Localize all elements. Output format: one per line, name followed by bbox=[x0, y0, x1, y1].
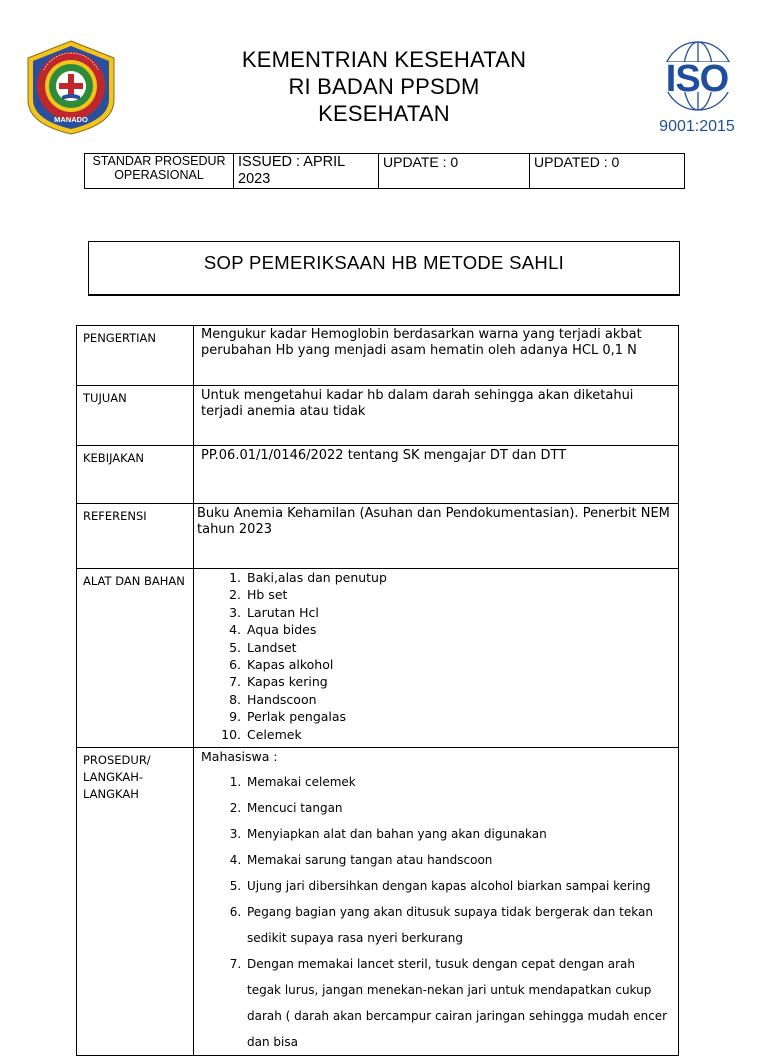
prosedur-steps bbox=[201, 769, 672, 1055]
list-item: 10. Celemek bbox=[245, 726, 672, 743]
alat-list bbox=[201, 569, 672, 743]
sop-title: SOP PEMERIKSAAN HB METODE SAHLI bbox=[203, 252, 565, 273]
header-title bbox=[214, 46, 554, 127]
list-item: 3. Menyiapkan alat dan bahan yang akan digunakan bbox=[245, 821, 672, 847]
updated-cell: UPDATED : 0 bbox=[530, 154, 685, 189]
list-item: 8. Handscoon bbox=[245, 691, 672, 708]
iso-standard: 9001:2015 bbox=[659, 118, 735, 135]
update-cell: UPDATE : 0 bbox=[379, 154, 530, 189]
list-item: 7. Dengan memakai lancet steril, tusuk dengan cepat dengan arah tegak lurus, jangan menekan-nekan jari untuk mendapatkan cukup darah ( darah akan bercampur cairan jaringan sehingga mudah encer dan bisa bbox=[245, 951, 672, 1055]
list-item: 4. Aqua bides bbox=[245, 621, 672, 638]
sop-main-table bbox=[76, 325, 679, 1056]
pengertian-value: Mengukur kadar Hemoglobin berdasarkan warna yang terjadi akbat perubahan Hb yang menjadi asam hematin oleh adanya HCL 0,1 N bbox=[194, 326, 679, 386]
header-line-2: RI BADAN PPSDM bbox=[288, 74, 480, 99]
list-item: 7. Kapas kering bbox=[245, 673, 672, 690]
list-item: 2. Mencuci tangan bbox=[245, 795, 672, 821]
referensi-label: REFERENSI bbox=[77, 504, 194, 569]
tujuan-label: TUJUAN bbox=[77, 386, 194, 446]
list-item: 5. Landset bbox=[245, 639, 672, 656]
list-item: 1. Baki,alas dan penutup bbox=[245, 569, 672, 586]
institution-logo bbox=[22, 38, 120, 136]
list-item: 2. Hb set bbox=[245, 586, 672, 603]
kebijakan-value: PP.06.01/1/0146/2022 tentang SK mengajar DT dan DTT bbox=[194, 446, 679, 504]
pengertian-label: PENGERTIAN bbox=[77, 326, 194, 386]
sop-type-line-2: OPERASIONAL bbox=[114, 168, 204, 182]
alat-value bbox=[194, 569, 679, 748]
sop-meta-table bbox=[84, 153, 685, 189]
prosedur-label: PROSEDUR/ LANGKAH-LANGKAH bbox=[77, 748, 194, 1056]
table-row bbox=[77, 748, 679, 1056]
list-item: 3. Larutan Hcl bbox=[245, 604, 672, 621]
prosedur-intro: Mahasiswa : bbox=[201, 749, 278, 764]
list-item: 5. Ujung jari dibersihkan dengan kapas alcohol biarkan sampai kering bbox=[245, 873, 672, 899]
issued-cell: ISSUED : APRIL 2023 bbox=[234, 154, 379, 189]
table-row bbox=[77, 569, 679, 748]
list-item: 1. Memakai celemek bbox=[245, 769, 672, 795]
table-row bbox=[77, 446, 679, 504]
tujuan-value: Untuk mengetahui kadar hb dalam darah sehingga akan diketahui terjadi anemia atau tidak bbox=[194, 386, 679, 446]
prosedur-value bbox=[194, 748, 679, 1056]
sop-title-box bbox=[88, 241, 680, 296]
logo-caption: MANADO bbox=[54, 115, 88, 124]
alat-label: ALAT DAN BAHAN bbox=[77, 569, 194, 748]
sop-type-cell bbox=[85, 154, 234, 189]
list-item: 6. Pegang bagian yang akan ditusuk supaya tidak bergerak dan tekan sedikit supaya rasa nyeri berkurang bbox=[245, 899, 672, 951]
table-row bbox=[77, 386, 679, 446]
kebijakan-label: KEBIJAKAN bbox=[77, 446, 194, 504]
list-item: 6. Kapas alkohol bbox=[245, 656, 672, 673]
sop-type-line-1: STANDAR PROSEDUR bbox=[92, 154, 226, 168]
header-line-1: KEMENTRIAN KESEHATAN bbox=[241, 47, 527, 72]
list-item: 9. Perlak pengalas bbox=[245, 708, 672, 725]
iso-logo bbox=[650, 40, 744, 136]
header-line-3: KESEHATAN bbox=[318, 101, 450, 126]
list-item: 4. Memakai sarung tangan atau handscoon bbox=[245, 847, 672, 873]
table-row bbox=[77, 326, 679, 386]
iso-text: ISO bbox=[665, 58, 729, 100]
referensi-value: Buku Anemia Kehamilan (Asuhan dan Pendokumentasian). Penerbit NEM tahun 2023 bbox=[194, 504, 679, 569]
table-row bbox=[77, 504, 679, 569]
